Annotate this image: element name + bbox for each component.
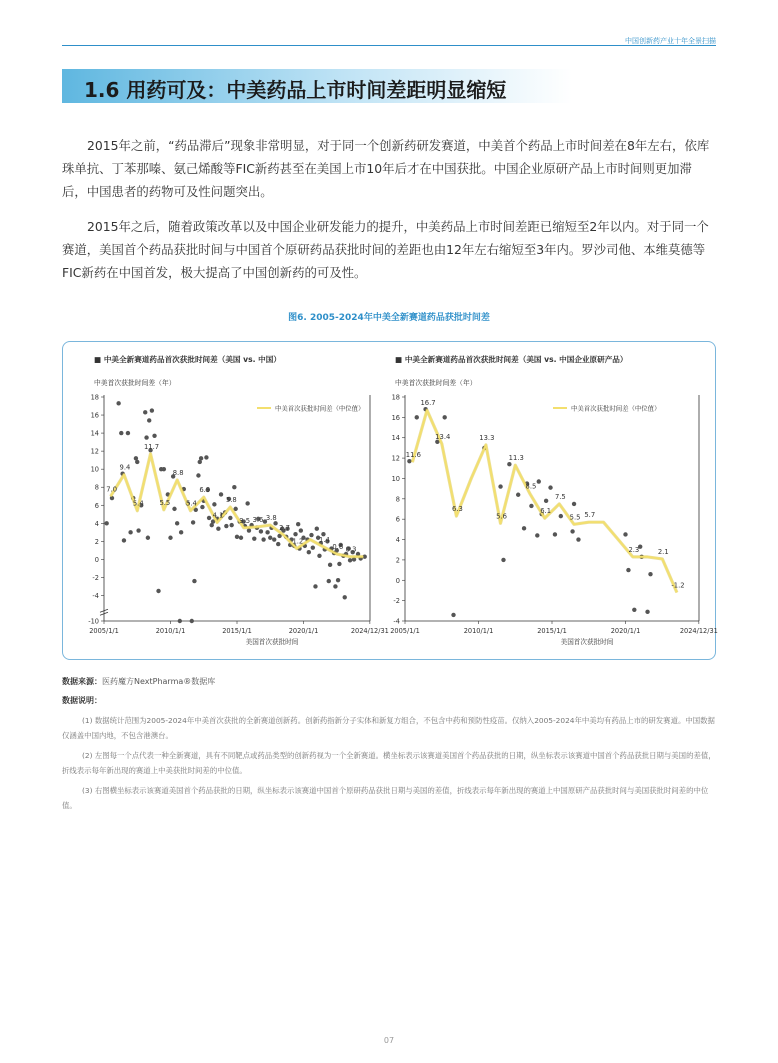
data-point xyxy=(333,584,337,588)
data-point xyxy=(296,522,300,526)
page-number: 07 xyxy=(383,1036,395,1045)
y-tick-label: -10 xyxy=(88,617,99,626)
median-value-label: 7.5 xyxy=(554,492,566,501)
median-value-label: 2.7 xyxy=(279,524,290,533)
y-tick-label: 14 xyxy=(90,429,99,438)
data-point xyxy=(626,568,630,572)
data-point xyxy=(343,595,347,599)
data-point xyxy=(337,562,341,566)
data-point xyxy=(415,415,419,419)
data-point xyxy=(315,527,319,531)
data-point xyxy=(537,479,541,483)
median-value-label: -1.2 xyxy=(671,581,685,590)
body-paragraph: 2015年之后，随着政策改革以及中国企业研发能力的提升，中美药品上市时间差距已缩短至2年以内。对于同一个赛道，美国首个药品获批时间与中国首个原研药品获批时间的差距也由12年左右缩短至3年内。罗沙司他、本维莫德等FIC新药在中国首发，极大提高了中国创新药的可及性。 xyxy=(62,219,709,280)
data-point xyxy=(135,460,139,464)
data-point xyxy=(156,589,160,593)
x-tick-label: 2024/12/31 xyxy=(350,627,389,635)
y-tick-label: 0 xyxy=(94,555,99,564)
data-point xyxy=(327,579,331,583)
left-scatter-chart xyxy=(72,341,389,660)
y-tick-label: 18 xyxy=(391,393,400,402)
chart-title: ■ 中美全新赛道药品首次获批时间差（美国 vs. 中国企业原研产品） xyxy=(395,355,628,364)
y-tick-label: 8 xyxy=(94,483,99,492)
data-source-text: 医药魔方NextPharma®数据库 xyxy=(102,677,216,686)
median-value-label: 8.5 xyxy=(525,482,537,491)
data-point xyxy=(232,485,236,489)
y-tick-label: 6 xyxy=(395,515,400,524)
data-point xyxy=(116,401,120,405)
y-tick-label: 16 xyxy=(391,413,400,422)
y-tick-label: 2 xyxy=(94,537,99,546)
median-value-label: 1.2 xyxy=(292,537,304,546)
data-point xyxy=(529,504,533,508)
median-value-label: 0.6 xyxy=(332,542,344,551)
data-point xyxy=(172,507,176,511)
median-value-label: 2.3 xyxy=(628,545,640,554)
data-point xyxy=(179,530,183,534)
data-point xyxy=(442,415,446,419)
data-point xyxy=(119,431,123,435)
data-point xyxy=(126,431,130,435)
median-value-label: 5.6 xyxy=(496,512,507,521)
notes-heading: 数据说明： xyxy=(62,696,102,705)
median-value-label: 0.3 xyxy=(345,545,357,554)
data-point xyxy=(207,516,211,520)
data-point xyxy=(204,455,208,459)
x-tick-label: 2015/1/1 xyxy=(222,627,252,635)
data-point xyxy=(535,533,539,537)
median-value-label: 3.5 xyxy=(239,516,251,525)
median-value-label: 11.3 xyxy=(508,454,524,463)
data-point xyxy=(178,619,182,623)
data-point xyxy=(228,516,232,520)
data-point xyxy=(122,538,126,542)
median-value-label: 6.1 xyxy=(540,507,552,516)
section-title: 1.6 用药可及：中美药品上市时间差距明显缩短 xyxy=(84,78,507,102)
median-value-label: 2.1 xyxy=(657,547,669,556)
median-value-label: 13.3 xyxy=(479,433,495,442)
legend-label: 中美首次获批时间差（中位值） xyxy=(571,404,661,413)
median-value-label: 5.5 xyxy=(159,498,171,507)
y-tick-label: -4 xyxy=(393,617,400,626)
data-point xyxy=(144,435,148,439)
x-tick-label: 2010/1/1 xyxy=(155,627,186,635)
data-point xyxy=(268,536,272,540)
data-point xyxy=(136,528,140,532)
median-value-label: 16.7 xyxy=(420,399,436,408)
header-rule xyxy=(62,45,716,46)
data-point xyxy=(104,521,108,525)
median-value-label: 11.7 xyxy=(143,442,160,451)
data-point xyxy=(212,502,216,506)
data-point xyxy=(407,459,411,463)
data-point xyxy=(348,558,352,562)
y-tick-label: 10 xyxy=(90,465,99,474)
x-axis-label: 美国首次获批时间 xyxy=(560,638,614,646)
data-point xyxy=(645,610,649,614)
data-point xyxy=(245,501,249,505)
data-point xyxy=(200,505,204,509)
data-point xyxy=(229,523,233,527)
data-point xyxy=(498,484,502,488)
figure-note: (1) 数据统计范围为2005-2024年中美首次获批的全新赛道创新药。创新药指新分子实体和新复方组合，不包含中药和预防性疫苗。仅纳入2005-2024年中美均有药品上市的研发赛道。中国数据仅涵盖中国内地，不包含港澳台。 xyxy=(62,716,715,740)
data-point xyxy=(252,536,256,540)
y-tick-label: -4 xyxy=(92,592,99,600)
data-point xyxy=(196,473,200,477)
median-value-label: 13.4 xyxy=(435,432,451,441)
median-value-label: 5.4 xyxy=(186,499,197,508)
data-point xyxy=(191,520,195,524)
data-point xyxy=(311,545,315,549)
data-point xyxy=(168,536,172,540)
data-point xyxy=(501,558,505,562)
chart-title: ■ 中美全新赛道药品首次获批时间差（美国 vs. 中国） xyxy=(94,355,281,364)
data-point xyxy=(272,537,276,541)
data-point xyxy=(265,530,269,534)
data-point xyxy=(190,619,194,623)
figure-caption: 图6. 2005-2024年中美全新赛道药品获批时间差 xyxy=(288,313,490,323)
data-point xyxy=(293,532,297,536)
data-point xyxy=(192,579,196,583)
median-value-label: 9.4 xyxy=(119,463,131,472)
data-point xyxy=(336,578,340,582)
data-point xyxy=(299,528,303,532)
y-axis-label: 中美首次获批时间差（年） xyxy=(94,379,176,387)
data-point xyxy=(451,613,455,617)
y-tick-label: -2 xyxy=(92,573,99,582)
legend-label: 中美首次获批时间差（中位值） xyxy=(275,404,365,413)
median-value-label: 8.8 xyxy=(172,469,184,478)
data-point xyxy=(632,608,636,612)
data-point xyxy=(143,410,147,414)
figure-note: (2) 左图每一个点代表一种全新赛道，具有不同靶点或药品类型的创新药视为一个全新赛道。横坐标表示该赛道美国首个药品获批的日期，纵坐标表示该赛道中国首个药品获批日期与美国的差值，折线表示每年新出现的赛道上中美获批时间差的中位值。 xyxy=(62,751,716,775)
median-value-label: 6.3 xyxy=(452,505,463,514)
median-value-label: 5.5 xyxy=(569,513,581,522)
data-point xyxy=(150,408,154,412)
y-tick-label: 6 xyxy=(94,501,99,510)
data-point xyxy=(219,492,223,496)
data-point xyxy=(128,530,132,534)
data-point xyxy=(309,533,313,537)
running-header: 中国创新药产业十年全景扫描 xyxy=(625,37,716,45)
data-point xyxy=(261,537,265,541)
data-point xyxy=(572,502,576,506)
median-value-label: 3.8 xyxy=(265,514,277,523)
data-point xyxy=(516,493,520,497)
x-tick-label: 2020/1/1 xyxy=(288,627,319,635)
data-point xyxy=(317,554,321,558)
data-point xyxy=(648,572,652,576)
data-point xyxy=(146,536,150,540)
y-tick-label: 14 xyxy=(391,434,400,443)
data-point xyxy=(623,532,627,536)
data-point xyxy=(162,467,166,471)
data-point xyxy=(147,418,151,422)
median-value-label: 7.0 xyxy=(106,485,118,494)
y-axis-label: 中美首次获批时间差（年） xyxy=(395,379,477,387)
x-tick-label: 2005/1/1 xyxy=(89,627,119,635)
x-tick-label: 2005/1/1 xyxy=(390,627,420,635)
y-tick-label: 4 xyxy=(94,519,99,528)
data-point xyxy=(507,462,511,466)
data-point xyxy=(216,527,220,531)
x-axis-label: 美国首次获批时间 xyxy=(245,638,299,646)
median-value-label: 5.8 xyxy=(225,496,237,505)
data-point xyxy=(570,529,574,533)
median-value-label: 6.9 xyxy=(199,486,211,495)
data-point xyxy=(235,535,239,539)
data-point xyxy=(259,529,263,533)
median-value-label: 5.7 xyxy=(584,511,596,520)
y-tick-label: 2 xyxy=(395,556,400,565)
data-point xyxy=(522,526,526,530)
data-point xyxy=(553,532,557,536)
y-tick-label: 12 xyxy=(90,447,99,456)
x-tick-label: 2010/1/1 xyxy=(463,627,494,635)
data-point xyxy=(559,514,563,518)
x-tick-label: 2024/12/31 xyxy=(679,627,718,635)
data-point xyxy=(576,537,580,541)
data-point xyxy=(544,499,548,503)
data-point xyxy=(276,542,280,546)
median-value-label: 3.6 xyxy=(252,515,264,524)
data-source xyxy=(62,676,215,687)
y-tick-label: 8 xyxy=(395,495,400,504)
x-tick-label: 2015/1/1 xyxy=(537,627,567,635)
y-tick-label: 12 xyxy=(391,454,400,463)
data-point xyxy=(313,584,317,588)
data-point xyxy=(328,563,332,567)
median-value-label: 11.6 xyxy=(405,451,421,460)
data-point xyxy=(224,524,228,528)
data-source-label: 数据来源： xyxy=(62,677,102,686)
data-point xyxy=(307,550,311,554)
body-paragraph: 2015年之前，“药品滞后”现象非常明显，对于同一个创新药研发赛道，中美首个药品上市时间差在8年左右，依库珠单抗、丁苯那嗪、氨己烯酸等FIC新药甚至在美国上市10年后才在中国获批。中国企业原研产品上市时间则更加滞后，中国患者的药物可及性问题突出。 xyxy=(62,138,710,199)
data-point xyxy=(239,536,243,540)
median-value-label: 5.4 xyxy=(132,499,144,508)
data-point xyxy=(175,521,179,525)
y-tick-label: 16 xyxy=(90,411,99,420)
data-point xyxy=(152,434,156,438)
median-value-label: 4.1 xyxy=(212,511,224,520)
data-point xyxy=(199,456,203,460)
figure-note: (3) 右图横坐标表示该赛道美国首个药品获批的日期，纵坐标表示该赛道中国首个原研药品获批日期与美国的差值，折线表示每年新出现的赛道上中国原研产品获批时间与美国获批时间差的中位值。 xyxy=(62,786,709,810)
y-tick-label: 10 xyxy=(391,474,400,483)
median-value-label: 1.4 xyxy=(319,535,330,544)
y-tick-label: 18 xyxy=(90,393,99,402)
y-tick-label: 0 xyxy=(395,576,400,585)
y-tick-label: -2 xyxy=(393,597,400,606)
right-scatter-chart xyxy=(385,341,718,660)
data-point xyxy=(548,485,552,489)
y-tick-label: 4 xyxy=(395,536,400,545)
x-tick-label: 2020/1/1 xyxy=(610,627,641,635)
